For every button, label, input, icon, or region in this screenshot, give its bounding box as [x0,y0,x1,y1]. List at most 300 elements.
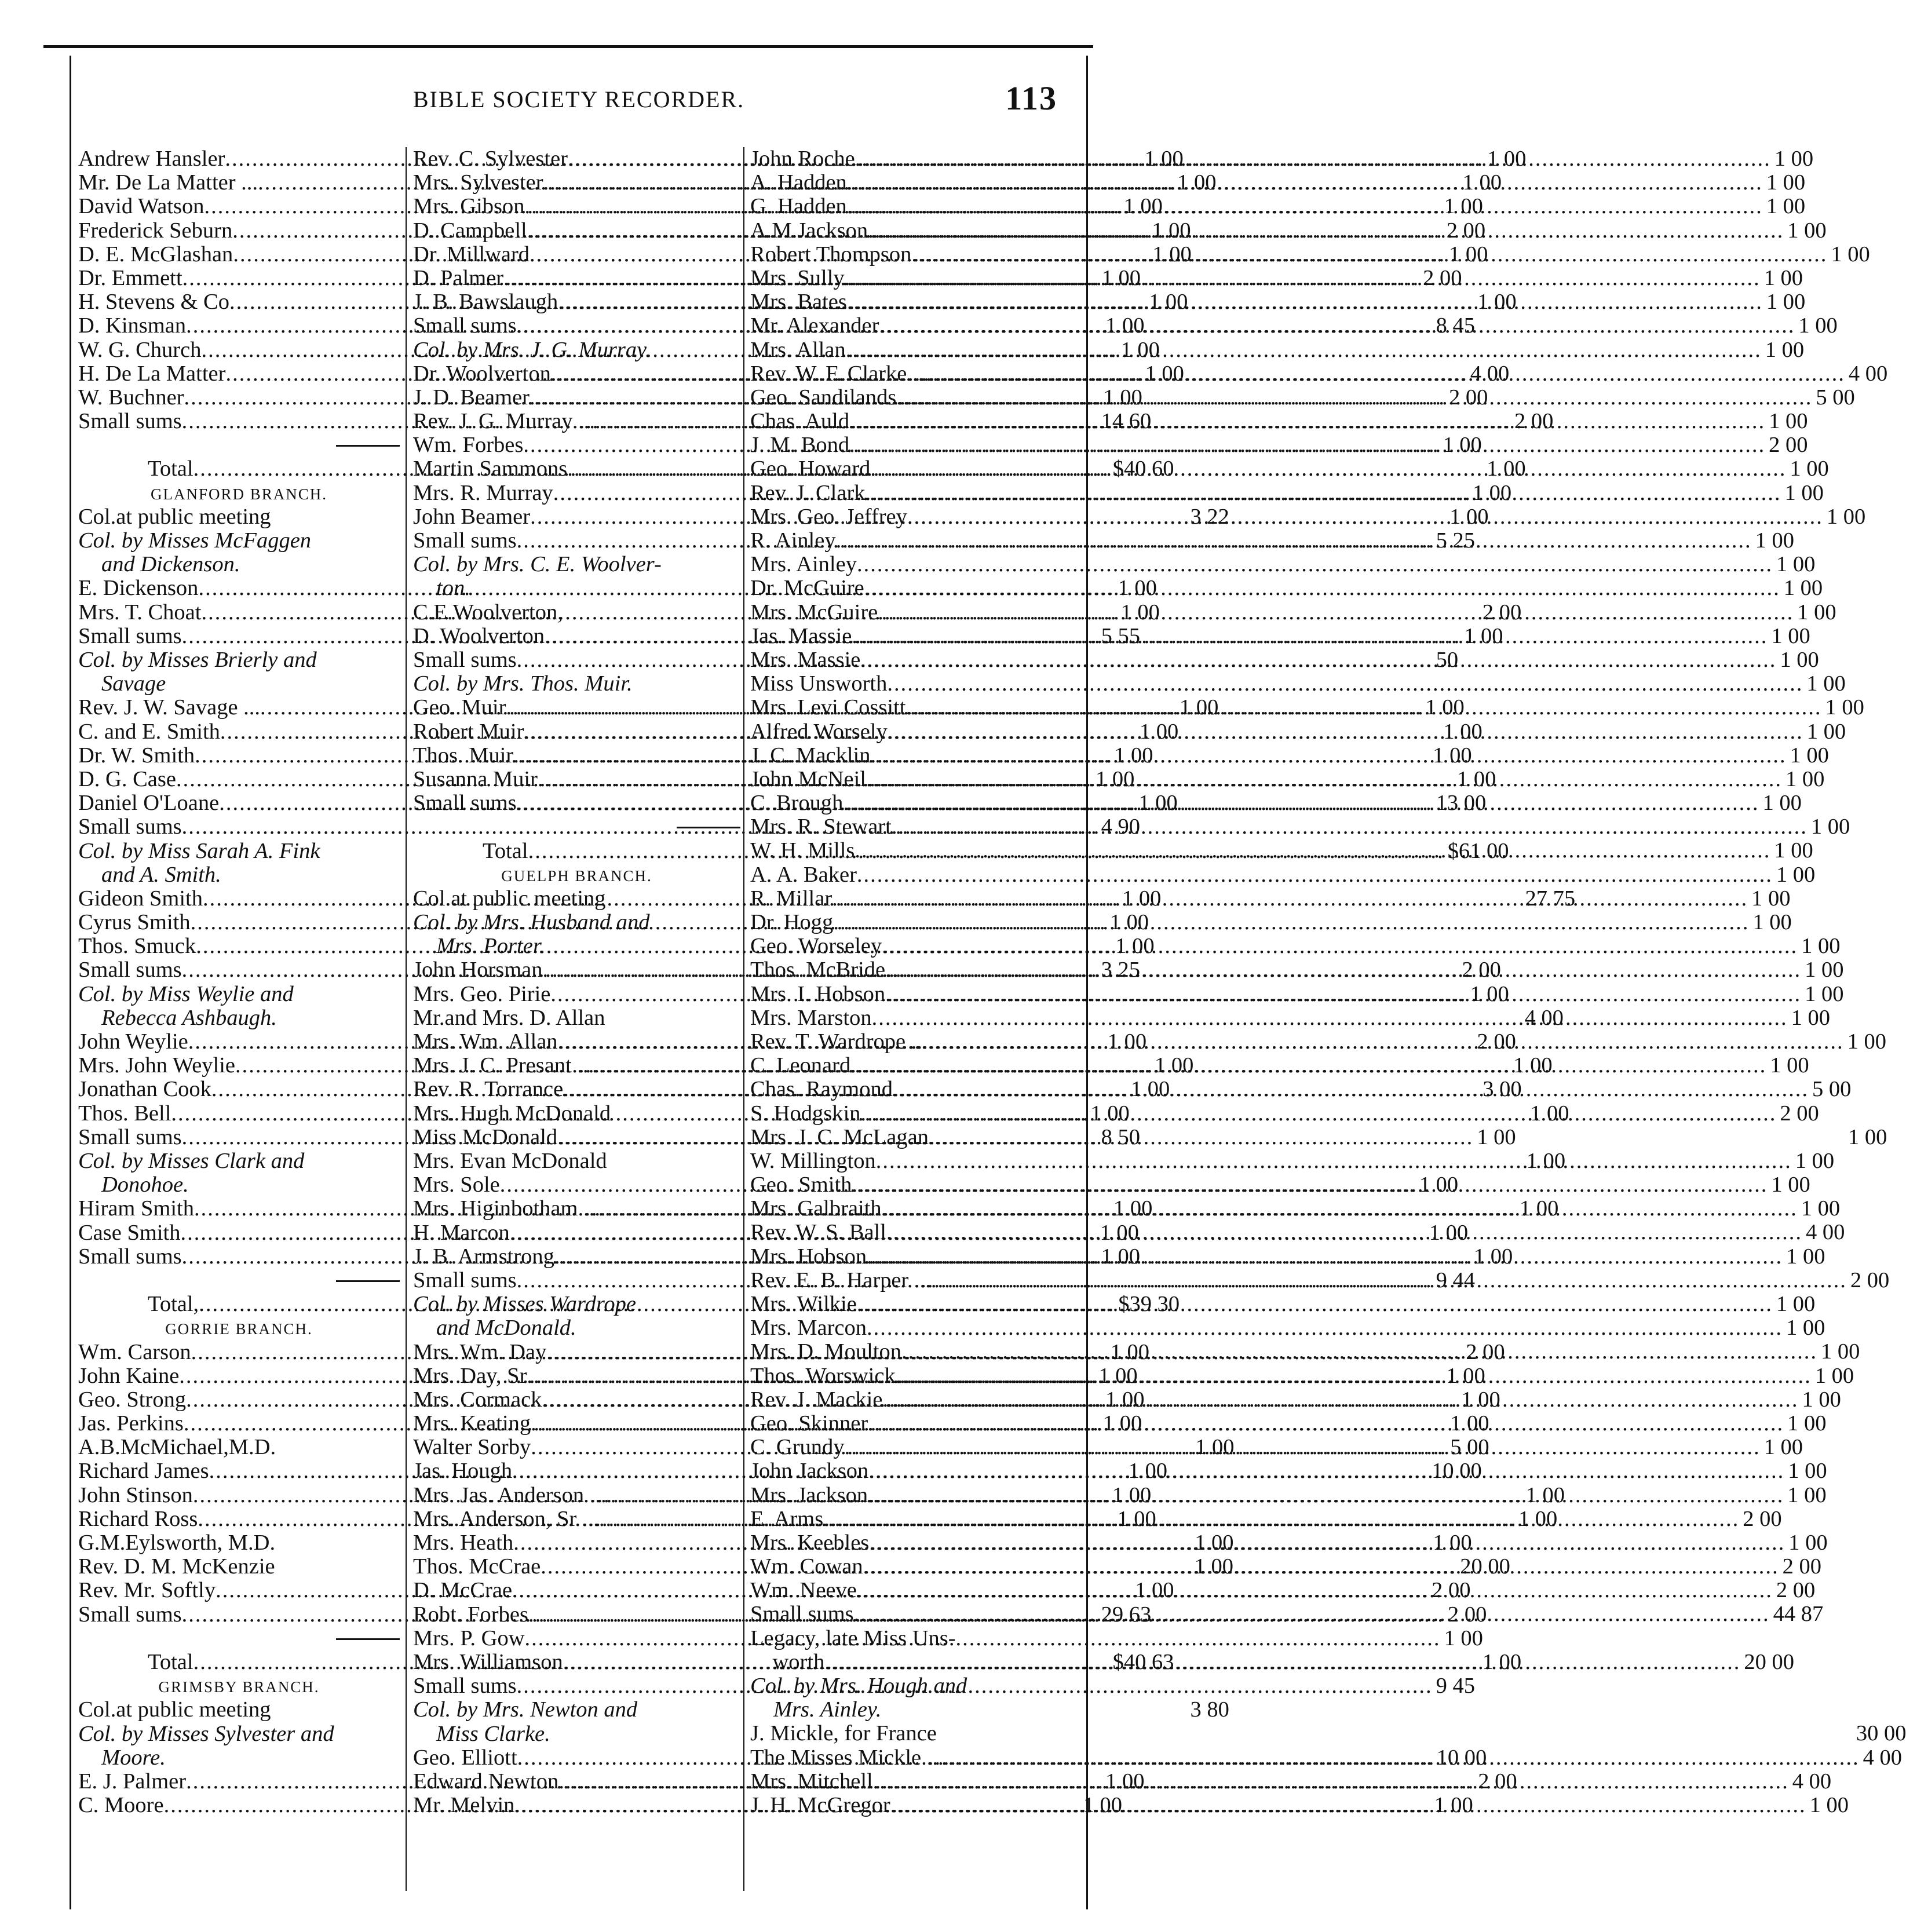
contributor-name: J. B. Bawslaugh [413,290,558,315]
amount: 1 00 [1118,576,1157,601]
amount: 9 44 [1436,1268,1476,1292]
contributor-name: Dr. Emmett [78,265,182,290]
contributor-name: Mrs. J. C. McLagan [750,1124,929,1149]
contributor-name: J. D. Beamer [413,385,530,410]
amount: 5 25 [1436,528,1476,553]
contributor-name: D. Palmer [413,265,504,290]
contributor-name: John Weylie [78,1029,188,1054]
amount: 1 00 [1513,1053,1553,1078]
amount: 2 00 [1462,958,1501,983]
amount: 1 00 [1805,981,1844,1006]
list-item [750,1173,1810,1197]
contributor-name: Case Smith [78,1220,181,1245]
leader-dots [867,1245,1783,1269]
amount: 1 00 [1776,552,1816,577]
amount: 1 00 [1152,218,1191,243]
contributor-name: S. Hodgskin [750,1101,861,1126]
contributor-name: Mrs. Allan [750,337,846,362]
amount: 8 45 [1436,313,1476,338]
amount: 1 00 [1433,1531,1472,1555]
amount: 1 00 [1801,934,1841,959]
amount: 1 00 [1763,1435,1803,1460]
amount: 1 00 [1144,147,1184,171]
list-item [750,480,1824,505]
amount: 2 00 [1780,1101,1819,1126]
list-item [750,719,1846,744]
amount: 1 00 [1786,1244,1825,1269]
contributor-name: Small sums [413,1268,517,1292]
collector-note: Savage [101,671,166,696]
contributor-name: Mrs. John Weylie [78,1053,236,1078]
amount: 2 00 [1514,409,1554,434]
amount: 1 00 [1771,623,1810,648]
amount: 1 00 [1105,1387,1145,1412]
amount: 4 00 [1470,361,1510,386]
contributor-name: J. Mickle, for France [750,1721,937,1746]
collector-note: Col. by Mrs. Newton and [413,1697,638,1722]
contributor-name: Rev. C. Sylvester [413,147,568,171]
contributor-name: John McNeil [750,766,866,791]
branch-heading: GORRIE BRANCH. [165,1320,313,1338]
amount: 1 00 [1433,743,1472,768]
amount: 1 00 [1105,1769,1145,1794]
leader-dots [845,1436,1761,1459]
leader-dots [879,314,1795,338]
collector-note: Col. by Mrs. Thos. Muir. [413,671,633,696]
contributor-name: C. and E. Smith [78,719,220,744]
list-item [750,337,1805,362]
contributor-name: Andrew Hansler [78,147,225,171]
amount: 1 00 [1752,910,1792,934]
list-item [750,242,1870,266]
contributor-name: The Misses Mickle ... [750,1745,944,1770]
list-item [750,766,1825,791]
amount: 1 00 [1115,934,1155,959]
contributor-name: D. Kinsman [78,313,187,338]
contributor-name: Col.at public meeting [413,886,606,911]
leader-dots [870,457,1786,481]
amount: 27 75 [1525,886,1576,911]
leader-dots [882,1197,1798,1221]
amount: 20 00 [1744,1649,1794,1674]
contributor-name: Jas. Perkins [78,1411,184,1436]
amount: 1 00 [1194,1554,1234,1579]
contributor-name: Mrs. Jas. Anderson ... [413,1482,607,1507]
list-item [750,1530,1828,1555]
amount: 1 00 [1776,862,1816,887]
leader-dots [905,696,1821,720]
leader-dots [855,147,1771,171]
contributor-name: Mrs. Bates [750,290,847,315]
amount: 1 00 [1806,671,1846,696]
branch-heading: GUELPH BRANCH. [501,867,652,885]
amount: 9 45 [1436,1674,1476,1699]
contributor-name: Mrs. Geo. Jeffrey [750,504,907,529]
leader-dots [878,601,1794,624]
amount: 1 00 [1525,1482,1565,1507]
amount: 1 00 [1120,337,1160,362]
amount: 5 00 [1450,1435,1489,1460]
amount: 1 00 [1103,385,1142,410]
amount: 1 00 [1107,1029,1147,1054]
leader-dots [867,1316,1783,1340]
amount: 1 00 [1795,1148,1835,1173]
contributor-name: Wm. Carson [78,1339,191,1364]
contributor-name: Thos. Worswick [750,1363,896,1388]
amount: $40 63 [1112,1649,1174,1674]
amount: 1 00 [1470,981,1509,1006]
amount: 1 00 [1783,576,1823,601]
contributor-name: Daniel O'Loane [78,791,220,816]
contributor-name: Miss Unsworth [750,671,888,696]
contributor-name: Rev. J. Clark [750,480,866,505]
contributor-name: John Jackson [750,1459,869,1484]
collector-note: Col. by Misses Brierly and [78,647,317,672]
amount: 1 00 [1477,290,1517,315]
contributor-name: H. Marcon [413,1220,510,1245]
contributor-name: Small sums [750,1602,854,1627]
amount: 4 90 [1101,815,1141,839]
collector-note: Col. by Misses Sylvester and [78,1721,334,1746]
contributor-name: Mrs. Cormack [413,1387,542,1412]
collector-note: ton. [436,576,470,601]
contributor-name: C. Grundy [750,1435,845,1460]
collector-note: Col. by Misses Clark and [78,1149,305,1173]
leader-dots [847,171,1763,195]
list-item [750,194,1806,219]
contributor-name: Thos. Smuck [78,934,196,959]
contributor-name: Mrs. Hugh McDonald [413,1101,611,1126]
amount: 1 00 [1120,600,1160,624]
contributor-name: Rev. J. G. Murray ... [413,409,596,434]
amount: 1 00 [1464,623,1503,648]
leader-dots [857,1292,1773,1316]
amount: 1 00 [1177,170,1217,195]
contributor-name: Wm. Cowan [750,1554,863,1579]
leader-dots [893,1078,1809,1101]
collector-note: Col. by Misses McFaggen [78,528,312,553]
collector-note: Mrs. Porter. [436,934,545,959]
contributor-name: Jonathan Cook [78,1077,211,1102]
leader-dots [870,744,1786,768]
amount: 1 00 [1780,647,1819,672]
list-item [750,1411,1827,1436]
contributor-name: Total, [148,1292,199,1317]
list-item [750,1721,1906,1746]
amount: 4 00 [1524,1005,1564,1030]
amount: 1 00 [1788,1530,1828,1555]
leader-dots [888,720,1803,744]
list-item [750,1363,1854,1388]
leader-dots [896,386,1812,410]
amount: 1 00 [1425,695,1465,720]
contributor-name: Small sums [78,1244,182,1269]
amount: 1 00 [1766,170,1806,195]
leader-dots [868,1412,1784,1436]
contributor-name: Total [148,1649,193,1674]
amount: 1 00 [1138,791,1178,816]
contributor-name: Mr. Alexander [750,313,879,338]
contributor-name: Dr. Woolverton [413,361,551,386]
amount: 1 00 [1090,1101,1130,1126]
contributor-name: Mrs. Marston [750,1005,872,1030]
amount: 2 00 [1743,1506,1782,1531]
sum-rule [78,1269,400,1292]
amount: 1 00 [1814,1363,1854,1388]
leader-dots [847,290,1763,314]
amount: 3 25 [1101,958,1141,983]
contributor-name: Small sums [78,958,182,983]
contributor-name: Geo. Howard [750,456,871,481]
amount: 1 00 [1766,290,1806,315]
amount: 1 00 [1785,766,1825,791]
contributor-name: Mrs. Sole [413,1173,500,1197]
contributor-name: Mrs. Galbraith [750,1196,882,1221]
contributor-name: Mr.and Mrs. D. Allan [413,1005,605,1030]
amount: 1 00 [1100,1220,1139,1245]
amount: 1 00 [1110,1339,1149,1364]
list-item [750,552,1816,577]
contributor-name: Dr. W. Smith [78,743,195,768]
contributor-name: G. Hadden [750,194,847,219]
contributor-name: Walter Sorby [413,1435,531,1460]
contributor-name: Alfred Worsely [750,719,888,744]
contributor-name: A. A. Baker [750,862,857,887]
amount: 2 00 [1482,600,1522,624]
amount: 1 00 [1847,1124,1887,1149]
amount: 2 00 [1447,1602,1487,1627]
amount: 1 00 [1526,1148,1566,1173]
list-item [750,1148,1835,1173]
leader-dots [847,195,1763,218]
contributor-name: C. Brough [750,791,844,816]
contributor-name: Mrs. R. Murray [413,480,553,505]
collector-note: Donohoe. [101,1173,189,1197]
amount: 2 00 [1782,1554,1821,1579]
amount: 1 00 [1473,1244,1513,1269]
amount: 1 00 [1770,1053,1809,1078]
list-item [750,671,1846,696]
contributor-name: Small sums [413,1674,517,1699]
branch-heading: GRIMSBY BRANCH. [158,1678,320,1696]
contributor-name: W. Buchner [78,385,184,410]
contributor-name: Mrs. P. Gow [413,1626,525,1650]
amount: 1 00 [1530,1101,1569,1126]
contributor-name: R. Ainley [750,528,836,553]
amount: 4 00 [1863,1745,1902,1770]
contributor-name: Mrs. Higinbotham ... [413,1196,600,1221]
amount: 1 00 [1449,242,1488,266]
contributor-name: Dr. Hogg [750,910,834,934]
leader-dots [852,1173,1768,1197]
list-item [750,290,1806,315]
collector-note: Mrs. Ainley. [773,1697,882,1722]
contributor-name: Wm. Forbes [413,433,524,458]
amount: 2 00 [1478,1769,1517,1794]
collector-note: Miss Clarke. [436,1721,550,1746]
amount: 1 00 [1805,958,1844,983]
amount: 1 00 [1112,1482,1152,1507]
contributor-name: Geo. Muir [413,695,506,720]
contributor-name: Richard James [78,1459,209,1484]
leader-dots [896,1364,1812,1388]
contributor-name: Small sums [413,528,517,553]
leader-dots [823,1507,1739,1531]
contributor-name: Small sums [413,791,517,816]
collector-note: Rebecca Ashbaugh. [101,1005,277,1030]
amount: 1 00 [1113,1196,1153,1221]
leader-dots [846,338,1762,362]
amount: 1 00 [1155,1053,1194,1078]
amount: 1 00 [1444,194,1483,219]
contributor-name: worth [750,1649,825,1674]
contributor-name: J. C. Macklin [750,743,871,768]
amount: 1 00 [1195,1531,1234,1555]
leader-dots [843,791,1759,815]
amount: 1 00 [1444,1626,1483,1650]
contributor-name: Mrs. Ainley [750,552,857,577]
amount: 1 00 [1786,1316,1825,1341]
contributor-name: D. Campbell [413,218,527,243]
contributor-name: Susanna Muir [413,766,538,791]
amount: 1 00 [1117,1506,1156,1531]
leader-dots [892,815,1808,839]
amount: 5 00 [1812,1077,1852,1102]
contributor-name: E. J. Palmer [78,1769,187,1794]
leader-dots [855,839,1770,863]
amount: 1 00 [1765,337,1805,362]
amount: 1 00 [1130,1077,1170,1102]
contributor-name: Mrs. Marcon [750,1316,867,1341]
contributor-name: J. B. Armstrong [413,1244,554,1269]
amount: 1 00 [1751,886,1791,911]
leader-dots [852,624,1768,648]
amount: 1 00 [1128,1459,1167,1484]
leader-dots [845,266,1761,290]
amount: 1 00 [1519,1196,1559,1221]
contributor-name: Rev. J. Mackie [750,1387,883,1412]
amount: 1 00 [1791,1005,1830,1030]
contributor-name: Total [148,456,193,481]
amount: 1 00 [1419,1173,1459,1197]
contributor-name: Col.at public meeting [78,504,271,529]
amount: 1 00 [1487,147,1527,171]
contributor-name: A.M.Jackson [750,218,868,243]
contributor-name: Mrs. Wilkie [750,1292,857,1316]
contributor-name: John Roche [750,147,855,171]
contributor-name: Small sums [78,1602,182,1627]
contributor-name: Mrs. Levi Cossitt [750,695,906,720]
amount: 2 00 [1466,1339,1505,1364]
contributor-name: Mrs. Jackson [750,1482,868,1507]
contributor-name: Chas. Auld [750,409,850,434]
amount: $39 30 [1118,1292,1180,1317]
amount: 1 00 [1809,1792,1849,1817]
leader-dots [849,410,1765,433]
list-item [750,1792,1849,1817]
contributor-name: Mrs. Sully [750,265,845,290]
amount: 1 00 [1098,1363,1138,1388]
leader-dots [944,1746,1860,1770]
amount: 3 22 [1190,504,1229,529]
contributor-name: Mrs. Gibson [413,194,525,219]
collector-note: Col. by Mrs. Hough and [750,1674,967,1698]
contributor-name: Robert Muir [413,719,524,744]
list-item [750,743,1829,768]
contributor-name: D. Woolverton [413,623,545,648]
amount: 1 00 [1449,504,1489,529]
amount: 1 00 [1774,838,1813,863]
amount: 50 [1436,647,1459,672]
amount: 10 00 [1436,1745,1487,1770]
leader-dots [911,243,1827,266]
contributor-name: John Kaine [78,1363,180,1388]
leader-dots [885,958,1801,982]
column-divider [406,147,407,1891]
contributor-name: H. De La Matter [78,361,226,386]
leader-dots [836,529,1752,553]
amount: 1 00 [1774,147,1814,171]
amount: 1 00 [1806,719,1846,744]
amount: 1 00 [1790,456,1829,481]
contributor-name: Mrs. I. Hobson [750,981,886,1006]
contributor-name: H. Stevens & Co [78,290,229,315]
amount: 1 00 [1487,456,1526,481]
leader-dots [857,863,1773,887]
leader-dots [869,1531,1785,1555]
leader-dots [886,1221,1802,1244]
leader-dots [824,1650,1740,1674]
contributor-name: Robt. Forbes [413,1602,528,1627]
contributor-name: Mrs. Wm. Allan [413,1029,558,1054]
contributor-name: Mrs. Wm. Day [413,1339,547,1364]
contributor-name: Small sums [413,647,517,672]
amount: 1 00 [1095,766,1135,791]
column-divider [743,147,744,1891]
legacy-note: Legacy, late Miss Uns- [750,1626,956,1650]
leader-dots [872,1006,1788,1030]
contributor-name: E. Dickenson [78,576,199,601]
collector-note: Col. by Mrs. J. G. Murray. [413,337,651,362]
amount: 13 00 [1436,791,1487,816]
contributor-name: E. Arms [750,1506,824,1531]
amount: 1 00 [1769,409,1808,434]
contributor-name: Mrs. R. Stewart [750,815,892,839]
amount: 1 00 [1802,1387,1841,1412]
list-item [750,695,1864,720]
amount: 2 00 [1769,433,1808,458]
leader-dots [868,1459,1784,1483]
amount: 1 00 [1446,1363,1485,1388]
amount: 1 00 [1101,265,1141,290]
leader-dots [931,1269,1847,1292]
contributor-name: C.E.Woolverton, [413,600,563,624]
contributor-name: W. Millington [750,1148,876,1173]
contributor-name: Mrs. McGuire [750,600,878,624]
contributor-name: John Beamer [413,504,531,529]
leader-dots [873,1770,1789,1794]
contributor-name: A. Hadden [750,170,847,195]
contributor-name: Small sums [78,623,182,648]
list-item [750,1053,1809,1078]
contributor-name: Mrs. Hobson [750,1244,867,1269]
leader-dots [868,1484,1784,1507]
contributor-name: Mrs. Evan McDonald [413,1148,607,1173]
amount: 1 00 [1135,1578,1174,1603]
contributor-name: J. H. McGregor [750,1792,890,1817]
contributor-name: Frederick Seburn [78,218,233,243]
leader-dots [907,505,1823,529]
